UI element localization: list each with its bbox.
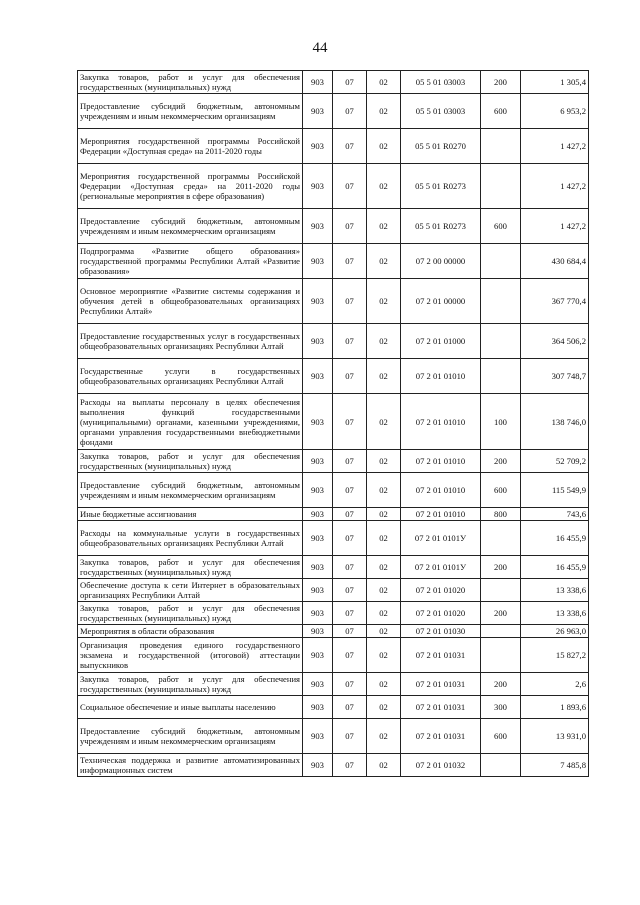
cell-target-article: 07 2 01 0101У — [401, 556, 481, 579]
cell-ministry-code: 903 — [303, 508, 333, 521]
cell-amount: 7 485,8 — [521, 754, 589, 777]
cell-section: 07 — [333, 394, 367, 450]
cell-target-article: 05 5 01 R0273 — [401, 164, 481, 209]
cell-expense-type: 100 — [481, 394, 521, 450]
cell-target-article: 07 2 01 01010 — [401, 359, 481, 394]
cell-description: Мероприятия в области образования — [78, 625, 303, 638]
cell-section: 07 — [333, 754, 367, 777]
cell-amount: 430 684,4 — [521, 244, 589, 279]
table-row — [78, 129, 589, 164]
cell-description: Организация проведения единого государственного экзамена и государственной (итоговой) аттестации выпускников — [78, 638, 303, 673]
cell-description: Основное мероприятие «Развитие системы содержания и обучения детей в общеобразовательных организациях Республики Алтай» — [78, 279, 303, 324]
cell-section: 07 — [333, 324, 367, 359]
cell-ministry-code: 903 — [303, 244, 333, 279]
table-row — [78, 324, 589, 359]
cell-target-article: 07 2 01 0101У — [401, 521, 481, 556]
cell-expense-type — [481, 244, 521, 279]
cell-subsection: 02 — [367, 638, 401, 673]
cell-description: Закупка товаров, работ и услуг для обеспечения государственных (муниципальных) нужд — [78, 450, 303, 473]
cell-amount: 16 455,9 — [521, 521, 589, 556]
table-row — [78, 719, 589, 754]
cell-expense-type — [481, 638, 521, 673]
cell-expense-type: 600 — [481, 719, 521, 754]
cell-section: 07 — [333, 279, 367, 324]
cell-target-article: 07 2 01 01010 — [401, 473, 481, 508]
cell-description: Техническая поддержка и развитие автоматизированных информационных систем — [78, 754, 303, 777]
cell-amount: 26 963,0 — [521, 625, 589, 638]
table-row — [78, 209, 589, 244]
cell-subsection: 02 — [367, 556, 401, 579]
cell-description: Мероприятия государственной программы Российской Федерации «Доступная среда» на 2011-2020 годы — [78, 129, 303, 164]
cell-expense-type — [481, 625, 521, 638]
table-row — [78, 279, 589, 324]
table-row — [78, 359, 589, 394]
cell-amount: 1 893,6 — [521, 696, 589, 719]
cell-amount: 16 455,9 — [521, 556, 589, 579]
cell-description: Обеспечение доступа к сети Интернет в образовательных организациях Республики Алтай — [78, 579, 303, 602]
cell-target-article: 07 2 01 01020 — [401, 579, 481, 602]
cell-target-article: 07 2 01 01000 — [401, 324, 481, 359]
cell-section: 07 — [333, 556, 367, 579]
cell-expense-type — [481, 754, 521, 777]
cell-ministry-code: 903 — [303, 71, 333, 94]
cell-expense-type: 200 — [481, 556, 521, 579]
cell-ministry-code: 903 — [303, 359, 333, 394]
table-row — [78, 579, 589, 602]
cell-section: 07 — [333, 209, 367, 244]
cell-subsection: 02 — [367, 625, 401, 638]
cell-subsection: 02 — [367, 94, 401, 129]
cell-amount: 364 506,2 — [521, 324, 589, 359]
cell-amount: 367 770,4 — [521, 279, 589, 324]
cell-target-article: 05 5 01 R0270 — [401, 129, 481, 164]
cell-description: Предоставление государственных услуг в государственных общеобразовательных организациях Республики Алтай — [78, 324, 303, 359]
cell-target-article: 07 2 01 01010 — [401, 394, 481, 450]
cell-description: Закупка товаров, работ и услуг для обеспечения государственных (муниципальных) нужд — [78, 556, 303, 579]
table-row — [78, 94, 589, 129]
cell-target-article: 07 2 01 01020 — [401, 602, 481, 625]
cell-expense-type: 600 — [481, 209, 521, 244]
cell-description: Подпрограмма «Развитие общего образования» государственной программы Республики Алтай «Развитие образования» — [78, 244, 303, 279]
cell-expense-type — [481, 579, 521, 602]
cell-ministry-code: 903 — [303, 719, 333, 754]
cell-section: 07 — [333, 521, 367, 556]
table-row — [78, 754, 589, 777]
table-row — [78, 638, 589, 673]
cell-ministry-code: 903 — [303, 94, 333, 129]
cell-target-article: 07 2 01 01010 — [401, 508, 481, 521]
cell-subsection: 02 — [367, 324, 401, 359]
cell-amount: 13 338,6 — [521, 602, 589, 625]
cell-subsection: 02 — [367, 129, 401, 164]
table-row — [78, 673, 589, 696]
cell-target-article: 05 5 01 R0273 — [401, 209, 481, 244]
cell-ministry-code: 903 — [303, 164, 333, 209]
cell-ministry-code: 903 — [303, 450, 333, 473]
cell-expense-type: 200 — [481, 673, 521, 696]
cell-expense-type: 200 — [481, 602, 521, 625]
cell-amount: 1 427,2 — [521, 164, 589, 209]
cell-target-article: 05 5 01 03003 — [401, 94, 481, 129]
table-body — [78, 71, 589, 777]
cell-expense-type — [481, 279, 521, 324]
cell-description: Закупка товаров, работ и услуг для обеспечения государственных (муниципальных) нужд — [78, 673, 303, 696]
cell-amount: 115 549,9 — [521, 473, 589, 508]
cell-expense-type: 200 — [481, 71, 521, 94]
cell-expense-type: 600 — [481, 473, 521, 508]
cell-ministry-code: 903 — [303, 279, 333, 324]
cell-section: 07 — [333, 164, 367, 209]
cell-subsection: 02 — [367, 279, 401, 324]
table-row — [78, 508, 589, 521]
table-row — [78, 521, 589, 556]
cell-amount: 307 748,7 — [521, 359, 589, 394]
cell-section: 07 — [333, 673, 367, 696]
cell-description: Государственные услуги в государственных общеобразовательных организациях Республики Алтай — [78, 359, 303, 394]
cell-section: 07 — [333, 244, 367, 279]
cell-expense-type: 200 — [481, 450, 521, 473]
cell-target-article: 07 2 01 01031 — [401, 673, 481, 696]
cell-subsection: 02 — [367, 602, 401, 625]
cell-ministry-code: 903 — [303, 521, 333, 556]
cell-target-article: 05 5 01 03003 — [401, 71, 481, 94]
cell-description: Предоставление субсидий бюджетным, автономным учреждениям и иным некоммерческим организациям — [78, 94, 303, 129]
cell-target-article: 07 2 01 01031 — [401, 696, 481, 719]
cell-target-article: 07 2 01 01010 — [401, 450, 481, 473]
cell-amount: 1 305,4 — [521, 71, 589, 94]
cell-ministry-code: 903 — [303, 556, 333, 579]
cell-target-article: 07 2 01 01031 — [401, 638, 481, 673]
table-row — [78, 164, 589, 209]
cell-subsection: 02 — [367, 359, 401, 394]
cell-amount: 13 338,6 — [521, 579, 589, 602]
cell-expense-type: 300 — [481, 696, 521, 719]
cell-ministry-code: 903 — [303, 754, 333, 777]
cell-ministry-code: 903 — [303, 602, 333, 625]
cell-target-article: 07 2 01 01032 — [401, 754, 481, 777]
cell-amount: 743,6 — [521, 508, 589, 521]
cell-ministry-code: 903 — [303, 394, 333, 450]
cell-ministry-code: 903 — [303, 209, 333, 244]
cell-subsection: 02 — [367, 244, 401, 279]
cell-section: 07 — [333, 129, 367, 164]
cell-amount: 2,6 — [521, 673, 589, 696]
cell-description: Иные бюджетные ассигнования — [78, 508, 303, 521]
cell-subsection: 02 — [367, 754, 401, 777]
cell-section: 07 — [333, 450, 367, 473]
cell-subsection: 02 — [367, 696, 401, 719]
cell-subsection: 02 — [367, 164, 401, 209]
cell-subsection: 02 — [367, 719, 401, 754]
budget-table — [77, 70, 589, 777]
cell-section: 07 — [333, 94, 367, 129]
table-row — [78, 556, 589, 579]
table-row — [78, 244, 589, 279]
cell-section: 07 — [333, 579, 367, 602]
cell-subsection: 02 — [367, 450, 401, 473]
table-row — [78, 394, 589, 450]
cell-section: 07 — [333, 696, 367, 719]
cell-expense-type: 800 — [481, 508, 521, 521]
cell-subsection: 02 — [367, 209, 401, 244]
cell-target-article: 07 2 01 00000 — [401, 279, 481, 324]
cell-description: Мероприятия государственной программы Российской Федерации «Доступная среда» на 2011-2020 годы (региональные мероприятия в сфере образования) — [78, 164, 303, 209]
cell-description: Расходы на выплаты персоналу в целях обеспечения выполнения функций государственными (муниципальными) органами, казенными учреждениями, органами управления государственными внебюджетными фондами — [78, 394, 303, 450]
table-row — [78, 602, 589, 625]
cell-section: 07 — [333, 359, 367, 394]
cell-section: 07 — [333, 638, 367, 673]
cell-expense-type — [481, 129, 521, 164]
cell-ministry-code: 903 — [303, 129, 333, 164]
cell-ministry-code: 903 — [303, 324, 333, 359]
cell-subsection: 02 — [367, 473, 401, 508]
table-row — [78, 473, 589, 508]
cell-ministry-code: 903 — [303, 673, 333, 696]
cell-description: Предоставление субсидий бюджетным, автономным учреждениям и иным некоммерческим организациям — [78, 209, 303, 244]
cell-amount: 138 746,0 — [521, 394, 589, 450]
cell-section: 07 — [333, 473, 367, 508]
cell-expense-type — [481, 359, 521, 394]
cell-amount: 15 827,2 — [521, 638, 589, 673]
cell-subsection: 02 — [367, 394, 401, 450]
cell-description: Закупка товаров, работ и услуг для обеспечения государственных (муниципальных) нужд — [78, 602, 303, 625]
cell-section: 07 — [333, 508, 367, 521]
cell-amount: 52 709,2 — [521, 450, 589, 473]
cell-subsection: 02 — [367, 579, 401, 602]
cell-subsection: 02 — [367, 508, 401, 521]
cell-expense-type — [481, 521, 521, 556]
page-number: 44 — [312, 40, 328, 56]
cell-expense-type — [481, 164, 521, 209]
cell-section: 07 — [333, 602, 367, 625]
cell-description: Закупка товаров, работ и услуг для обеспечения государственных (муниципальных) нужд — [78, 71, 303, 94]
cell-target-article: 07 2 01 01031 — [401, 719, 481, 754]
cell-description: Социальное обеспечение и иные выплаты населению — [78, 696, 303, 719]
cell-subsection: 02 — [367, 673, 401, 696]
cell-expense-type: 600 — [481, 94, 521, 129]
cell-section: 07 — [333, 71, 367, 94]
cell-subsection: 02 — [367, 521, 401, 556]
table-row — [78, 625, 589, 638]
cell-amount: 6 953,2 — [521, 94, 589, 129]
cell-ministry-code: 903 — [303, 579, 333, 602]
cell-ministry-code: 903 — [303, 638, 333, 673]
table-row — [78, 71, 589, 94]
cell-subsection: 02 — [367, 71, 401, 94]
table-row — [78, 696, 589, 719]
cell-amount: 1 427,2 — [521, 209, 589, 244]
cell-description: Предоставление субсидий бюджетным, автономным учреждениям и иным некоммерческим организациям — [78, 473, 303, 508]
table-row — [78, 450, 589, 473]
cell-expense-type — [481, 324, 521, 359]
cell-description: Расходы на коммунальные услуги в государственных общеобразовательных организациях Республики Алтай — [78, 521, 303, 556]
cell-ministry-code: 903 — [303, 473, 333, 508]
cell-section: 07 — [333, 625, 367, 638]
cell-description: Предоставление субсидий бюджетным, автономным учреждениям и иным некоммерческим организациям — [78, 719, 303, 754]
cell-target-article: 07 2 00 00000 — [401, 244, 481, 279]
cell-amount: 1 427,2 — [521, 129, 589, 164]
cell-target-article: 07 2 01 01030 — [401, 625, 481, 638]
cell-section: 07 — [333, 719, 367, 754]
cell-amount: 13 931,0 — [521, 719, 589, 754]
cell-ministry-code: 903 — [303, 625, 333, 638]
cell-ministry-code: 903 — [303, 696, 333, 719]
